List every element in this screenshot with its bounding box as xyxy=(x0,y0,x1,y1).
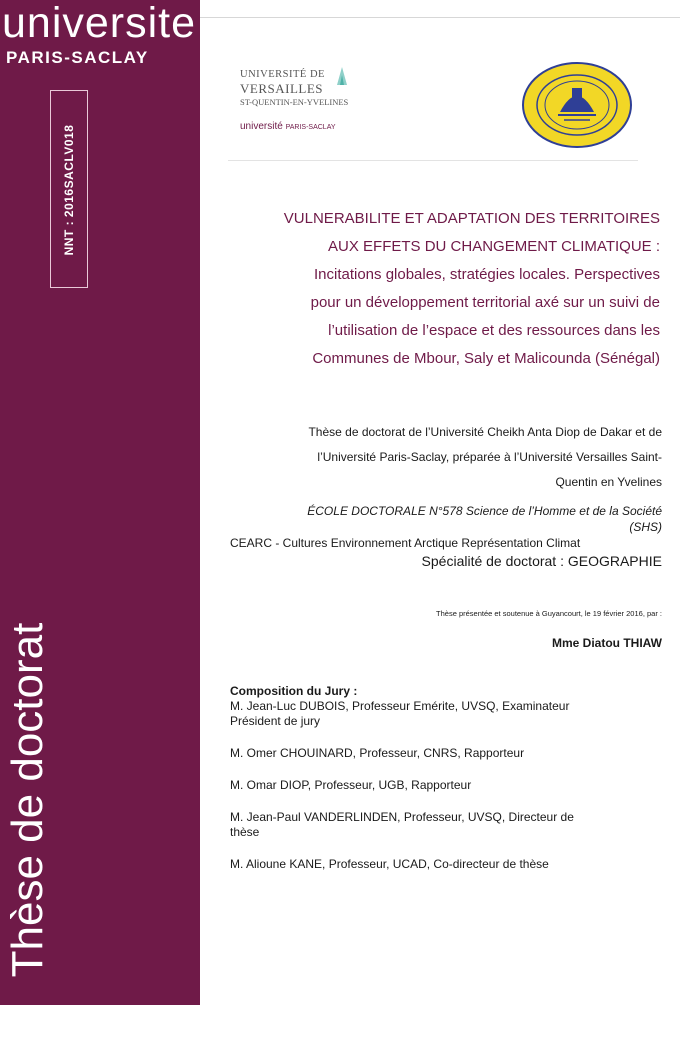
doctoral-school xyxy=(222,503,662,535)
thesis-line-3: Quentin en Yvelines xyxy=(555,475,662,489)
uvsq-logo-main: université xyxy=(240,121,283,132)
title-line-2: AUX EFFETS DU CHANGEMENT CLIMATIQUE : xyxy=(328,238,660,255)
thesis-title xyxy=(220,205,660,373)
jury-member-5: M. Alioune KANE, Professeur, UCAD, Co-directeur de thèse xyxy=(230,857,549,871)
jury-member-2: M. Omer CHOUINARD, Professeur, CNRS, Rapporteur xyxy=(230,746,525,760)
jury-member-4-line-1: M. Jean-Paul VANDERLINDEN, Professeur, UVSQ, Directeur de xyxy=(230,810,574,824)
jury-heading: Composition du Jury : xyxy=(230,684,358,698)
university-wordmark: universite xyxy=(2,0,197,47)
jury-member-4-line-2: thèse xyxy=(230,825,260,839)
defense-statement: Thèse présentée et soutenue à Guyancourt, le 19 février 2016, par : xyxy=(436,609,662,618)
author-name: Mme Diatou THIAW xyxy=(552,636,662,650)
jury-member-1-line-2: Président de jury xyxy=(230,714,321,728)
top-rule xyxy=(200,17,680,18)
jury-member-4 xyxy=(230,810,650,840)
title-line-5: l’utilisation de l’espace et des ressources dans les xyxy=(328,322,660,339)
title-line-4: pour un développement territorial axé sur un suivi de xyxy=(310,294,660,311)
vertical-thesis-title: Thèse de doctorat xyxy=(3,622,52,978)
university-banner xyxy=(0,0,200,70)
thesis-statement xyxy=(232,420,662,495)
jury-member-1-line-1: M. Jean-Luc DUBOIS, Professeur Emérite, UVSQ, Examinateur xyxy=(230,699,570,713)
ecole-line-1: ÉCOLE DOCTORALE N°578 Science de l’Homme et de la Société xyxy=(307,504,662,518)
thesis-line-1: Thèse de doctorat de l’Université Cheikh Anta Diop de Dakar et de xyxy=(308,425,662,439)
thesis-line-2: l’Université Paris-Saclay, préparée à l’Université Versailles Saint- xyxy=(317,450,662,464)
ecole-line-2: (SHS) xyxy=(629,520,662,534)
uvsq-logo xyxy=(240,65,360,145)
ucad-seal-icon xyxy=(520,60,635,150)
uvsq-emblem-icon xyxy=(335,65,349,87)
nnt-number: NNT : 2016SACLV018 xyxy=(62,124,76,256)
uvsq-logo-line1: UNIVERSITÉ DE xyxy=(240,69,325,80)
left-sidebar xyxy=(0,0,200,1005)
uvsq-logo-line2: VERSAILLES xyxy=(240,81,323,96)
jury-composition xyxy=(230,684,650,872)
title-line-1: VULNERABILITE ET ADAPTATION DES TERRITOIRES xyxy=(283,210,660,227)
title-line-6: Communes de Mbour, Saly et Malicounda (Sénégal) xyxy=(312,350,660,367)
header-separator xyxy=(228,160,638,161)
university-subtitle: PARIS-SACLAY xyxy=(6,48,149,67)
title-line-3: Incitations globales, stratégies locales. Perspectives xyxy=(313,266,660,283)
doctoral-specialty: Spécialité de doctorat : GEOGRAPHIE xyxy=(421,553,662,569)
jury-member-3: M. Omar DIOP, Professeur, UGB, Rapporteur xyxy=(230,778,472,792)
research-unit: CEARC - Cultures Environnement Arctique Représentation Climat xyxy=(230,536,581,550)
uvsq-logo-sub: PARIS-SACLAY xyxy=(285,124,336,131)
uvsq-logo-line3: ST-QUENTIN-EN-YVELINES xyxy=(240,97,349,107)
uvsq-logo-line4 xyxy=(240,121,336,132)
jury-member-1 xyxy=(230,699,650,729)
